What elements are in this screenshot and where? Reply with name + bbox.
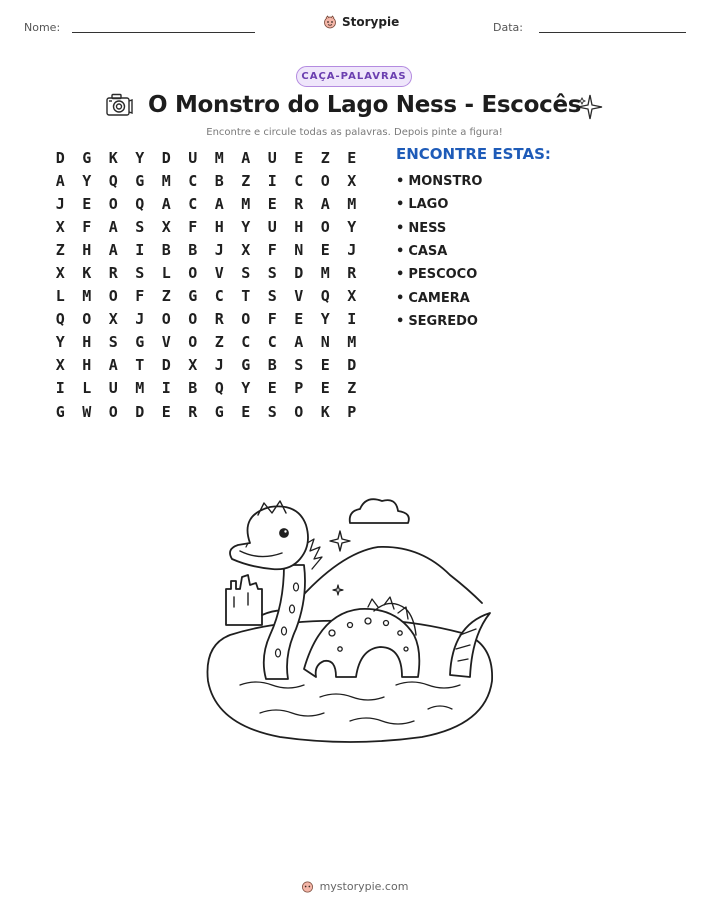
word-item — [396, 170, 482, 193]
grid-letter[interactable]: C — [188, 171, 198, 190]
grid-letter[interactable]: O — [241, 310, 251, 329]
grid-letter[interactable]: D — [161, 148, 171, 167]
brand-name: Storypie — [342, 15, 400, 29]
grid-letter[interactable]: M — [214, 148, 224, 167]
grid-letter[interactable]: C — [214, 287, 224, 306]
grid-letter[interactable]: B — [188, 379, 198, 398]
grid-letter[interactable]: G — [214, 402, 224, 421]
castle-shape — [226, 575, 262, 625]
grid-letter[interactable]: E — [267, 379, 277, 398]
storypie-mascot-icon — [301, 880, 314, 893]
grid-letter[interactable]: Z — [241, 171, 251, 190]
grid-letter[interactable]: E — [294, 148, 304, 167]
grid-letter[interactable]: R — [347, 264, 357, 283]
word-label: CAMERA — [408, 290, 470, 306]
word-item — [396, 263, 482, 286]
grid-letter[interactable]: O — [188, 264, 198, 283]
grid-letter[interactable]: K — [320, 402, 330, 421]
grid-letter[interactable]: F — [188, 217, 198, 236]
grid-letter[interactable]: U — [267, 217, 277, 236]
grid-letter[interactable]: D — [347, 356, 357, 375]
grid-letter[interactable]: P — [347, 402, 357, 421]
date-label: Data: — [493, 21, 523, 34]
grid-letter[interactable]: S — [108, 333, 118, 352]
grid-letter[interactable]: D — [55, 148, 65, 167]
grid-letter[interactable]: E — [241, 402, 251, 421]
grid-letter[interactable]: X — [347, 171, 357, 190]
grid-letter[interactable]: Z — [55, 240, 65, 259]
grid-letter[interactable]: V — [214, 264, 224, 283]
grid-letter[interactable]: S — [241, 264, 251, 283]
grid-letter[interactable]: B — [161, 240, 171, 259]
bullet: • — [396, 267, 405, 283]
grid-letter[interactable]: D — [294, 264, 304, 283]
name-label: Nome: — [24, 21, 61, 34]
grid-letter[interactable]: G — [135, 171, 145, 190]
grid-letter[interactable]: J — [135, 310, 145, 329]
grid-letter[interactable]: A — [108, 240, 118, 259]
grid-letter[interactable]: O — [188, 333, 198, 352]
grid-letter[interactable]: G — [135, 333, 145, 352]
grid-letter[interactable]: O — [320, 217, 330, 236]
grid-letter[interactable]: E — [320, 379, 330, 398]
bullet: • — [396, 313, 405, 329]
bullet: • — [396, 290, 405, 306]
word-label: NESS — [408, 220, 447, 236]
monster-head — [230, 506, 308, 569]
grid-letter[interactable]: M — [161, 171, 171, 190]
word-item — [396, 286, 482, 309]
grid-letter[interactable]: J — [55, 194, 65, 213]
grid-letter[interactable]: I — [135, 240, 145, 259]
word-label: PESCOCO — [408, 267, 478, 283]
word-label: LAGO — [408, 197, 449, 213]
grid-letter[interactable]: G — [188, 287, 198, 306]
grid-letter[interactable]: T — [241, 287, 251, 306]
brand-logo — [323, 15, 399, 29]
grid-letter[interactable]: B — [214, 171, 224, 190]
grid-letter[interactable]: Q — [320, 287, 330, 306]
grid-letter[interactable]: Y — [347, 217, 357, 236]
grid-letter[interactable]: O — [108, 287, 118, 306]
grid-letter[interactable]: Y — [55, 333, 65, 352]
grid-letter[interactable]: J — [214, 240, 224, 259]
grid-letter[interactable]: A — [214, 194, 224, 213]
grid-letter[interactable]: C — [188, 194, 198, 213]
word-label: CASA — [408, 244, 448, 260]
grid-letter[interactable]: M — [135, 379, 145, 398]
grid-letter[interactable]: X — [188, 356, 198, 375]
grid-letter[interactable]: O — [161, 310, 171, 329]
grid-letter[interactable]: C — [294, 171, 304, 190]
bullet: • — [396, 220, 405, 236]
grid-letter[interactable]: F — [267, 310, 277, 329]
grid-letter[interactable]: U — [108, 379, 118, 398]
grid-letter[interactable]: Z — [320, 148, 330, 167]
grid-letter[interactable]: V — [294, 287, 304, 306]
word-label: SEGREDO — [408, 313, 478, 329]
grid-letter[interactable]: S — [267, 287, 277, 306]
grid-letter[interactable]: L — [161, 264, 171, 283]
grid-letter[interactable]: L — [82, 379, 92, 398]
grid-letter[interactable]: Q — [55, 310, 65, 329]
word-list-title: ENCONTRE ESTAS: — [396, 145, 551, 163]
grid-letter[interactable]: M — [347, 194, 357, 213]
bullet: • — [396, 197, 405, 213]
storypie-mascot-icon — [323, 15, 337, 29]
mountain-shape — [296, 547, 482, 603]
grid-letter[interactable]: K — [108, 148, 118, 167]
grid-letter[interactable]: A — [55, 171, 65, 190]
word-item — [396, 310, 482, 333]
grid-letter[interactable]: C — [241, 333, 251, 352]
grid-letter[interactable]: W — [82, 402, 92, 421]
word-item — [396, 240, 482, 263]
grid-letter[interactable]: G — [55, 402, 65, 421]
grid-letter[interactable]: E — [82, 194, 92, 213]
grid-letter[interactable]: O — [320, 171, 330, 190]
grid-letter[interactable]: Y — [241, 217, 251, 236]
grid-letter[interactable]: P — [294, 379, 304, 398]
grid-letter[interactable]: X — [55, 217, 65, 236]
grid-letter[interactable]: B — [267, 356, 277, 375]
grid-letter[interactable]: R — [108, 264, 118, 283]
grid-letter[interactable]: Z — [161, 287, 171, 306]
sparkle-shape — [330, 531, 350, 551]
grid-letter[interactable]: A — [161, 194, 171, 213]
grid-letter[interactable]: I — [267, 171, 277, 190]
grid-letter[interactable]: I — [161, 379, 171, 398]
grid-letter[interactable]: G — [82, 148, 92, 167]
grid-letter[interactable]: H — [82, 333, 92, 352]
loch-ness-monster-illustration — [200, 485, 500, 747]
grid-letter[interactable]: Q — [135, 194, 145, 213]
grid-letter[interactable]: V — [161, 333, 171, 352]
grid-letter[interactable]: H — [82, 240, 92, 259]
grid-letter[interactable]: C — [267, 333, 277, 352]
word-search-grid[interactable] — [47, 146, 365, 423]
word-item — [396, 193, 482, 216]
cloud-shape — [350, 499, 409, 523]
grid-letter[interactable]: S — [267, 402, 277, 421]
date-line[interactable] — [539, 32, 686, 33]
grid-letter[interactable]: K — [82, 264, 92, 283]
grid-letter[interactable]: A — [241, 148, 251, 167]
grid-letter[interactable]: X — [55, 356, 65, 375]
grid-letter[interactable]: X — [161, 217, 171, 236]
grid-letter[interactable]: O — [82, 310, 92, 329]
grid-letter[interactable]: J — [214, 356, 224, 375]
grid-letter[interactable]: X — [108, 310, 118, 329]
grid-letter[interactable]: X — [55, 264, 65, 283]
grid-letter[interactable]: Y — [135, 148, 145, 167]
instructions: Encontre e circule todas as palavras. Depois pinte a figura! — [206, 127, 503, 138]
word-label: MONSTRO — [408, 174, 483, 190]
grid-letter[interactable]: O — [294, 402, 304, 421]
grid-letter[interactable]: S — [267, 264, 277, 283]
grid-letter[interactable]: E — [320, 356, 330, 375]
grid-letter[interactable]: I — [55, 379, 65, 398]
grid-letter[interactable]: Z — [347, 379, 357, 398]
grid-letter[interactable]: U — [188, 148, 198, 167]
grid-letter[interactable]: N — [294, 240, 304, 259]
grid-letter[interactable]: S — [135, 264, 145, 283]
grid-letter[interactable]: H — [294, 217, 304, 236]
bullet: • — [396, 244, 405, 260]
grid-letter[interactable]: M — [347, 333, 357, 352]
grid-letter[interactable]: M — [82, 287, 92, 306]
grid-letter[interactable]: A — [320, 194, 330, 213]
bullet: • — [396, 174, 405, 190]
grid-letter[interactable]: Y — [82, 171, 92, 190]
grid-letter[interactable]: O — [108, 194, 118, 213]
grid-letter[interactable]: E — [347, 148, 357, 167]
grid-letter[interactable]: A — [108, 217, 118, 236]
page-title: O Monstro do Lago Ness - Escocês — [148, 92, 582, 118]
grid-letter[interactable]: Y — [320, 310, 330, 329]
grid-letter[interactable]: L — [55, 287, 65, 306]
grid-letter[interactable]: Z — [214, 333, 224, 352]
grid-letter[interactable]: O — [108, 402, 118, 421]
footer — [0, 880, 709, 893]
grid-letter[interactable]: O — [188, 310, 198, 329]
grid-letter[interactable]: A — [294, 333, 304, 352]
category-badge: CAÇA-PALAVRAS — [296, 66, 412, 87]
grid-letter[interactable]: S — [135, 217, 145, 236]
word-list — [396, 170, 482, 333]
word-item — [396, 217, 482, 240]
grid-letter[interactable]: E — [320, 240, 330, 259]
grid-letter[interactable]: B — [188, 240, 198, 259]
grid-letter[interactable]: T — [135, 356, 145, 375]
grid-letter[interactable]: D — [161, 356, 171, 375]
grid-letter[interactable]: H — [82, 356, 92, 375]
grid-letter[interactable]: F — [135, 287, 145, 306]
grid-letter[interactable]: E — [161, 402, 171, 421]
grid-letter[interactable]: F — [82, 217, 92, 236]
grid-letter[interactable]: R — [188, 402, 198, 421]
grid-letter[interactable]: Y — [241, 379, 251, 398]
grid-letter[interactable]: R — [214, 310, 224, 329]
grid-letter[interactable]: M — [241, 194, 251, 213]
grid-letter[interactable]: E — [267, 194, 277, 213]
grid-letter[interactable]: N — [320, 333, 330, 352]
grid-letter[interactable]: Q — [108, 171, 118, 190]
grid-letter[interactable]: E — [294, 310, 304, 329]
grid-letter[interactable]: A — [108, 356, 118, 375]
grid-letter[interactable]: U — [267, 148, 277, 167]
grid-letter[interactable]: R — [294, 194, 304, 213]
grid-letter[interactable]: H — [214, 217, 224, 236]
camera-icon — [104, 92, 134, 120]
grid-letter[interactable]: X — [241, 240, 251, 259]
grid-letter[interactable]: M — [320, 264, 330, 283]
grid-letter[interactable]: J — [347, 240, 357, 259]
footer-site[interactable]: mystorypie.com — [319, 880, 409, 893]
grid-letter[interactable]: F — [267, 240, 277, 259]
grid-letter[interactable]: Q — [214, 379, 224, 398]
grid-letter[interactable]: D — [135, 402, 145, 421]
grid-letter[interactable]: G — [241, 356, 251, 375]
grid-letter[interactable]: S — [294, 356, 304, 375]
grid-letter[interactable]: I — [347, 310, 357, 329]
name-line[interactable] — [72, 32, 255, 33]
grid-letter[interactable]: X — [347, 287, 357, 306]
